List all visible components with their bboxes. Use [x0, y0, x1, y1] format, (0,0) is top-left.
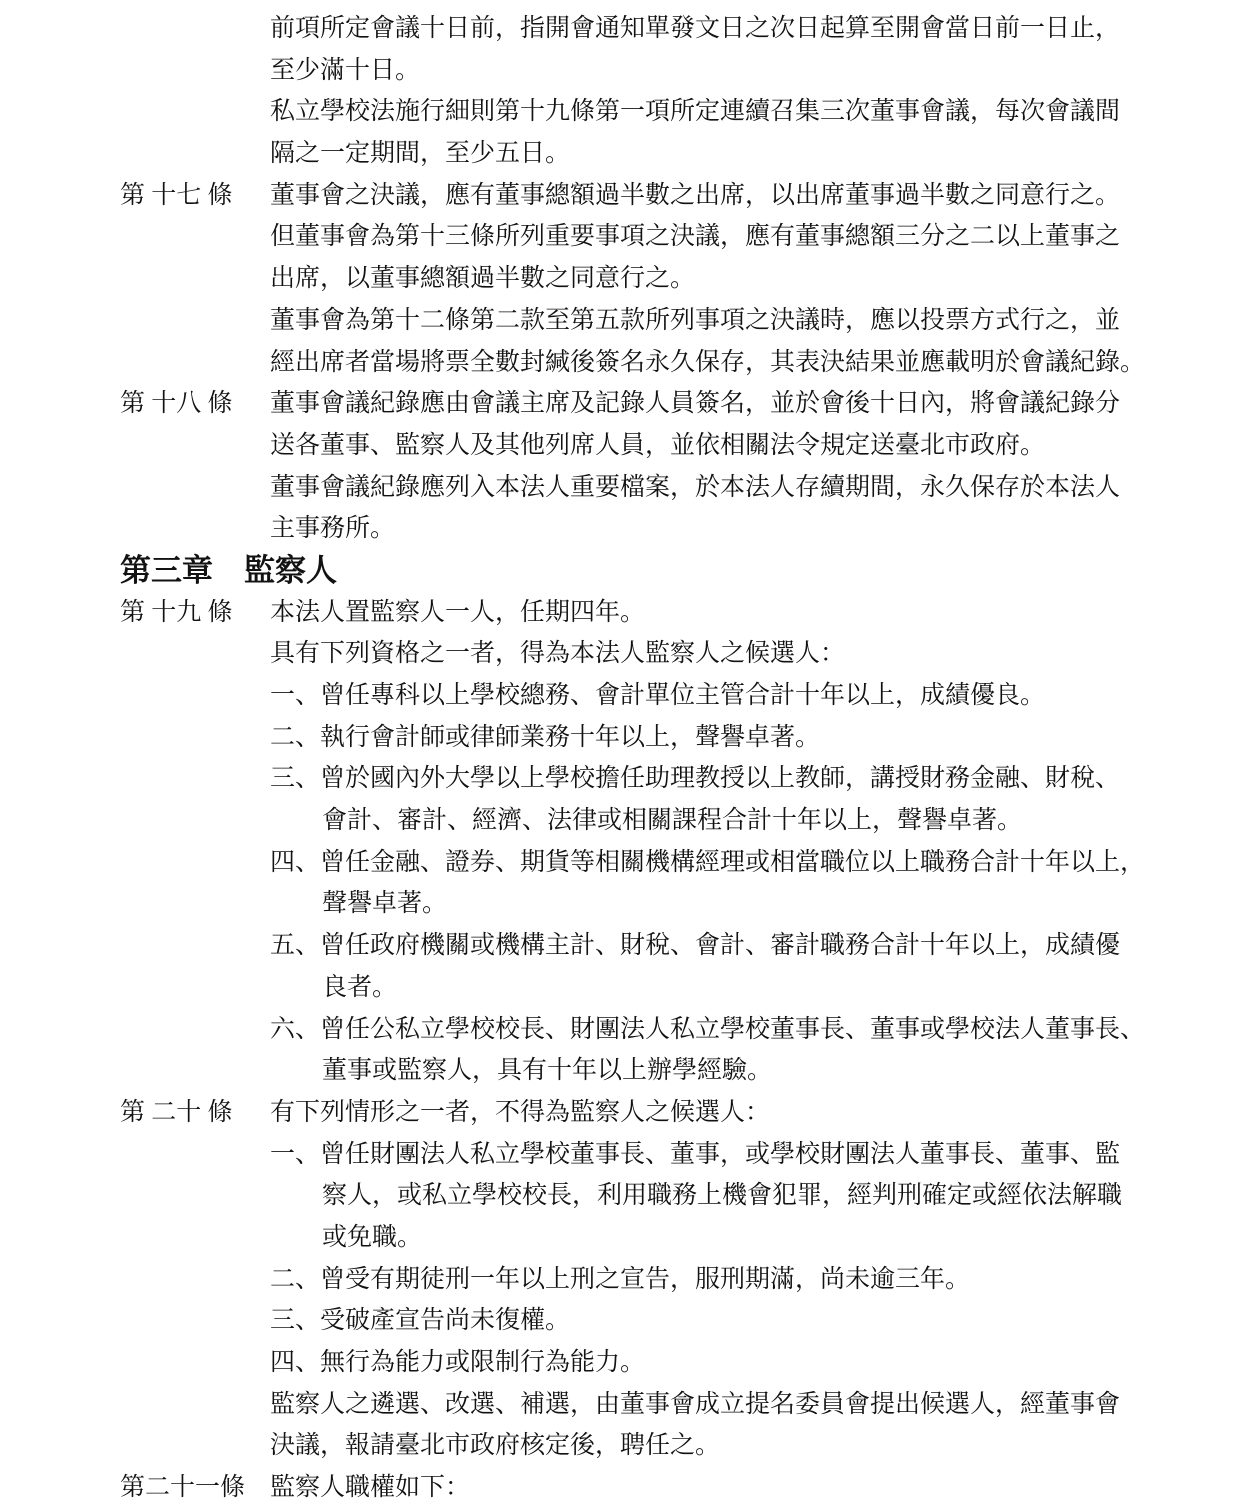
line-text: 但董事會為第十三條所列重要事項之決議，應有董事總額三分之二以上董事之: [270, 223, 1121, 251]
document-line: [0, 1425, 1240, 1467]
document-line: [0, 425, 1240, 467]
line-text: 二、執行會計師或律師業務十年以上，聲譽卓著。: [270, 723, 821, 751]
document-line: [0, 1134, 1240, 1176]
document-line: [0, 800, 1240, 842]
document-line: [0, 967, 1240, 1009]
document-line: [0, 1300, 1240, 1342]
document-line: [0, 1384, 1240, 1426]
article-number-label: 第 十九 條: [120, 598, 233, 626]
line-text: 察人，或私立學校校長，利用職務上機會犯罪，經判刑確定或經依法解職: [322, 1182, 1123, 1210]
line-text: 董事會議紀錄應列入本法人重要檔案，於本法人存續期間，永久保存於本法人: [270, 473, 1121, 501]
document-line: [0, 1217, 1240, 1259]
line-text: 三、受破產宣告尚未復權。: [270, 1307, 571, 1335]
document-line: [0, 1009, 1240, 1051]
document-line: [0, 758, 1240, 800]
document-line: [0, 1092, 1240, 1134]
document-line: [0, 883, 1240, 925]
document-line: [0, 216, 1240, 258]
article-number-label: 第 二十 條: [120, 1098, 233, 1126]
document-line: [0, 383, 1240, 425]
line-text: 六、曾任公私立學校校長、財團法人私立學校董事長、董事或學校法人董事長、: [270, 1015, 1146, 1043]
line-text: 四、曾任金融、證券、期貨等相關機構經理或相當職位以上職務合計十年以上，: [270, 848, 1146, 876]
document-line: [0, 175, 1240, 217]
line-text: 隔之一定期間，至少五日。: [270, 140, 571, 168]
line-text: 前項所定會議十日前，指開會通知單發文日之次日起算至開會當日前一日止，: [270, 15, 1121, 42]
article-number-label: 第 十七 條: [120, 181, 233, 209]
line-text: 董事會之決議，應有董事總額過半數之出席，以出席董事過半數之同意行之。: [270, 181, 1121, 209]
document-line: [0, 1050, 1240, 1092]
document-line: [0, 1175, 1240, 1217]
document-line: [0, 91, 1240, 133]
document-line: [0, 925, 1240, 967]
line-text: 出席，以董事總額過半數之同意行之。: [270, 265, 696, 293]
document-line: [0, 1467, 1240, 1509]
document-line: [0, 508, 1240, 550]
document-line: [0, 258, 1240, 300]
line-text: 三、曾於國內外大學以上學校擔任助理教授以上教師，講授財務金融、財稅、: [270, 765, 1121, 793]
line-text: 本法人置監察人一人，任期四年。: [270, 598, 646, 626]
article-number-label: 第二十一條: [120, 1474, 246, 1502]
chapter-heading-text: 第三章 監察人: [120, 552, 337, 588]
document-line: [0, 50, 1240, 92]
document-line: [0, 1259, 1240, 1301]
document-line: [0, 592, 1240, 634]
line-text: 一、曾任專科以上學校總務、會計單位主管合計十年以上，成績優良。: [270, 682, 1046, 709]
document-line: [0, 633, 1240, 675]
line-text: 至少滿十日。: [270, 56, 421, 84]
line-text: 主事務所。: [270, 515, 396, 543]
document-line: [0, 717, 1240, 759]
document-line: [0, 842, 1240, 884]
document-line: [0, 133, 1240, 175]
line-text: 有下列情形之一者，不得為監察人之候選人：: [270, 1098, 771, 1126]
document-line: [0, 467, 1240, 509]
line-text: 或免職。: [322, 1223, 423, 1251]
line-text: 二、曾受有期徒刑一年以上刑之宣告，服刑期滿，尚未逾三年。: [270, 1265, 971, 1293]
line-text: 一、曾任財團法人私立學校董事長、董事，或學校財團法人董事長、董事、監: [270, 1140, 1121, 1168]
line-text: 監察人職權如下：: [270, 1474, 471, 1502]
article-number-label: 第 十八 條: [120, 390, 233, 418]
line-text: 決議，報請臺北市政府核定後，聘任之。: [270, 1432, 721, 1460]
line-text: 具有下列資格之一者，得為本法人監察人之候選人：: [270, 640, 846, 668]
document-line: [0, 8, 1240, 50]
line-text: 私立學校法施行細則第十九條第一項所定連續召集三次董事會議，每次會議間: [270, 98, 1121, 126]
line-text: 董事會議紀錄應由會議主席及記錄人員簽名，並於會後十日內，將會議紀錄分: [270, 390, 1121, 418]
chapter-heading: [0, 550, 1240, 592]
document-line: [0, 1342, 1240, 1384]
line-text: 會計、審計、經濟、法律或相關課程合計十年以上，聲譽卓著。: [322, 807, 1023, 835]
line-text: 四、無行為能力或限制行為能力。: [270, 1349, 646, 1376]
line-text: 五、曾任政府機關或機構主計、財稅、會計、審計職務合計十年以上，成績優: [270, 932, 1121, 960]
document-body: [0, 8, 1240, 1509]
document-line: [0, 300, 1240, 342]
line-text: 送各董事、監察人及其他列席人員，並依相關法令規定送臺北市政府。: [270, 431, 1046, 459]
document-line: [0, 675, 1240, 717]
line-text: 經出席者當場將票全數封緘後簽名永久保存，其表決結果並應載明於會議紀錄。: [270, 348, 1146, 376]
line-text: 監察人之遴選、改選、補選，由董事會成立提名委員會提出候選人，經董事會: [270, 1390, 1121, 1418]
line-text: 董事或監察人，具有十年以上辦學經驗。: [322, 1057, 773, 1085]
line-text: 聲譽卓著。: [322, 890, 448, 918]
document-line: [0, 342, 1240, 384]
line-text: 良者。: [322, 973, 398, 1001]
line-text: 董事會為第十二條第二款至第五款所列事項之決議時，應以投票方式行之，並: [270, 306, 1121, 334]
